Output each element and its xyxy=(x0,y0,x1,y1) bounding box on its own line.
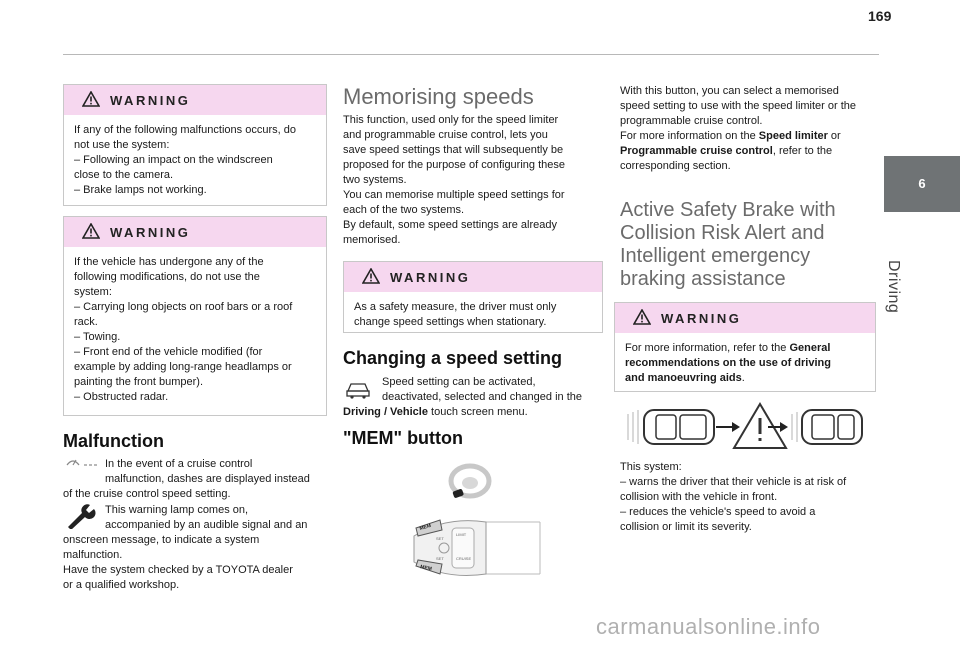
active-safety-brake-heading: Active Safety Brake with Collision Risk Alert and Intelligent emergency braking assistance xyxy=(620,199,836,290)
watermark-text: carmanualsonline.info xyxy=(596,614,821,639)
malfunction-heading: Malfunction xyxy=(63,431,164,451)
warning-triangle-icon xyxy=(362,268,380,284)
warning-triangle-icon xyxy=(633,309,651,325)
warning-box-malfunctions xyxy=(63,84,327,206)
stalk-label-cruise: CRUISE xyxy=(456,556,472,561)
stalk-label-limit: LIMIT xyxy=(456,532,467,537)
system-description: This system: – warns the driver that their vehicle is at risk of collision with the vehicle in front. – reduces the vehicle's speed to avoid a collision or limit its severity. xyxy=(620,461,847,533)
header-divider xyxy=(63,54,879,55)
warning-text: As a safety measure, the driver must only change speed settings when stationary. xyxy=(354,301,557,328)
chapter-tab[interactable]: 6 xyxy=(884,156,960,212)
malfunction-text-1: In the event of a cruise control malfunction, dashes are displayed instead of the cruise control speed setting. xyxy=(63,458,310,500)
chapter-label: Driving xyxy=(885,260,902,314)
mem-button-heading: "MEM" button xyxy=(343,428,464,448)
stalk-label-set-top: SET xyxy=(436,536,444,541)
car-rear-icon xyxy=(644,410,714,444)
warning-text: For more information, refer to the General recommendations on the use of driving and manoeuvring aids. xyxy=(625,342,831,384)
memorising-speeds-heading: Memorising speeds xyxy=(343,84,534,109)
stalk-label-mem-top: MEM xyxy=(418,522,432,532)
memorising-intro: This function, used only for the speed limiter and programmable cruise control, lets you save speed settings that will subsequently be proposed for the purpose of configuring these two systems. You can memorise multiple speed settings for each of the two systems. By default, some speed settings are already memorised. xyxy=(343,114,565,246)
warning-title: WARNING xyxy=(110,93,191,108)
steering-wheel-icon xyxy=(448,463,492,503)
stalk-label-mem-bottom: MEM xyxy=(419,564,433,573)
warning-text: If the vehicle has undergone any of the following modifications, do not use the system: – Carrying long objects on roof bars or a roof rack. – Towing. – Front end of the vehicle modified (for example by adding long-range headlamps or painting the front bumper). – Obstructed radar. xyxy=(74,256,293,403)
malfunction-text-2: This warning lamp comes on, accompanied by an audible signal and an onscreen message, to indicate a system malfunction. Have the system checked by a TOYOTA dealer or a qualified workshop. xyxy=(63,504,308,591)
warning-header xyxy=(64,217,326,247)
car-front-icon xyxy=(802,410,862,444)
warning-triangle-icon xyxy=(82,91,100,107)
warning-box-stationary xyxy=(343,261,603,333)
warning-box-recommendations xyxy=(614,302,876,392)
warning-box-modifications xyxy=(63,216,327,416)
collision-alert-illustration xyxy=(622,402,868,452)
warning-title: WARNING xyxy=(110,225,191,240)
mem-stalk-illustration xyxy=(406,514,546,584)
warning-text: If any of the following malfunctions occurs, do not use the system: – Following an impact on the windscreen close to the camera. – Brake lamps not working. xyxy=(74,124,296,196)
warning-header xyxy=(64,85,326,115)
changing-speed-heading: Changing a speed setting xyxy=(343,348,563,368)
changing-speed-text: Speed setting can be activated, deactivated, selected and changed in the Driving / Vehicle touch screen menu. xyxy=(343,376,582,418)
warning-header xyxy=(344,262,602,292)
warning-header xyxy=(615,303,875,333)
stalk-label-set-bottom: SET xyxy=(436,556,444,561)
warning-title: WARNING xyxy=(661,311,742,326)
page-number: 169 xyxy=(868,8,892,24)
mem-button-description: With this button, you can select a memorised speed setting to use with the speed limiter or the programmable cruise control. For more information on the Speed limiter or Programmable cruise control, refer to the corresponding section. xyxy=(620,85,857,172)
warning-triangle-icon xyxy=(82,223,100,239)
warning-title: WARNING xyxy=(390,270,471,285)
